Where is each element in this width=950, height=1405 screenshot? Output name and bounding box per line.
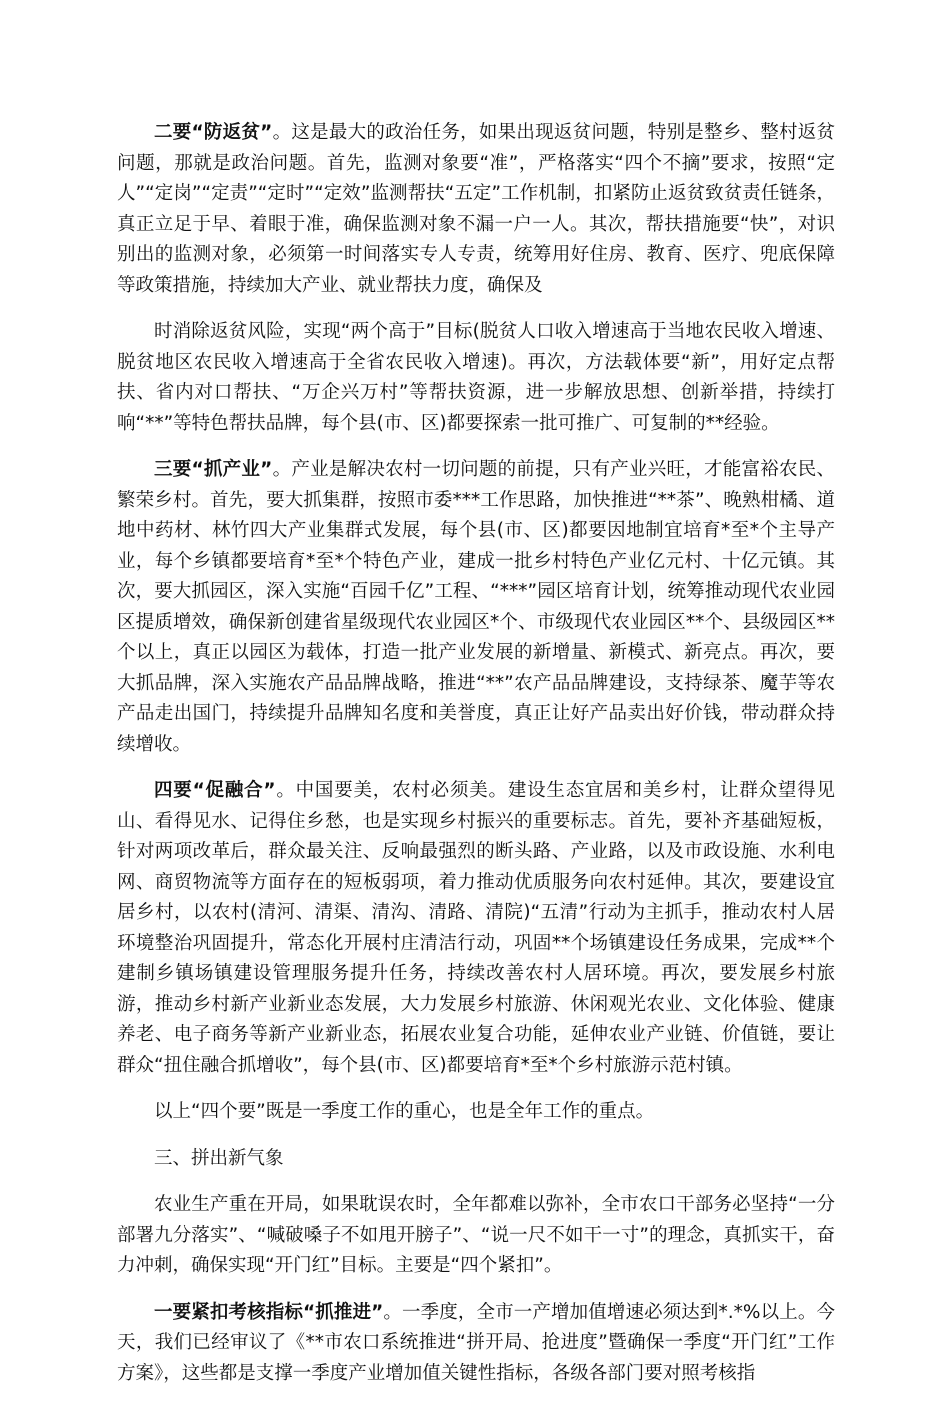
paragraph-lead: 一要紧扣考核指标“抓推进” <box>154 1301 384 1323</box>
paragraph-text: 。一季度，全市一产增加值增速必须达到*.*%以上。今天，我们已经审议了《**市农口系统推进“拼开局、抢进度”暨确保一季度“开门红”工作方案》，这些都是支撑一季度产业增加值关键性指标，各级各部门要对照考核指 <box>117 1301 835 1384</box>
paragraph-text: 农业生产重在开局，如果耽误农时，全年都难以弥补，全市农口干部务必坚持“一分部署九分落实”、“喊破嗓子不如甩开膀子”、“说一尺不如干一寸”的理念，真抓实干，奋力冲刺，确保实现“开门红”目标。主要是“四个紧扣”。 <box>117 1194 835 1276</box>
paragraph-cuhonghe <box>117 776 835 1081</box>
paragraph-lead: 二要“防返贫” <box>154 122 273 143</box>
section-heading-text: 三、拼出新气象 <box>154 1147 284 1169</box>
paragraph-kaohe-zhibiao <box>117 1298 835 1390</box>
paragraph-summary <box>117 1097 835 1128</box>
paragraph-lead: 三要“抓产业” <box>154 459 273 480</box>
document-body <box>117 118 835 1405</box>
paragraph-lead: 四要“促融合” <box>154 780 276 801</box>
paragraph-text: 以上“四个要”既是一季度工作的重心，也是全年工作的重点。 <box>154 1101 655 1122</box>
paragraph-zhuachanye <box>117 455 835 760</box>
paragraph-fangfanpin <box>117 118 835 301</box>
paragraph-text: 。中国要美，农村必须美。建设生态宜居和美乡村，让群众望得见山、看得见水、记得住乡愁，也是实现乡村振兴的重要标志。首先，要补齐基础短板，针对两项改革后，群众最关注、反响最强烈的断头路、产业路，以及市政设施、水利电网、商贸物流等方面存在的短板弱项，着力推动优质服务向农村延伸。其次，要建设宜居乡村，以农村(清河、清渠、清沟、清路、清院)“五清”行动为主抓手，推动农村人居环境整治巩固提升，常态化开展村庄清洁行动，巩固**个场镇建设任务成果，完成**个建制乡镇场镇建设管理服务提升任务，持续改善农村人居环境。再次，要发展乡村旅游，推动乡村新产业新业态发展，大力发展乡村旅游、休闲观光农业、文化体验、健康养老、电子商务等新产业新业态，拓展农业复合功能，延伸农业产业链、价值链，要让群众“扭住融合抓增收”，每个县(市、区)都要培育*至*个乡村旅游示范村镇。 <box>117 780 835 1076</box>
paragraph-text: 。产业是解决农村一切问题的前提，只有产业兴旺，才能富裕农民、繁荣乡村。首先，要大抓集群，按照市委***工作思路，加快推进“**茶”、晚熟柑橘、道地中药材、林竹四大产业集群式发展，每个县(市、区)都要因地制宜培育*至*个主导产业，每个乡镇都要培育*至*个特色产业，建成一批乡村特色产业亿元村、十亿元镇。其次，要大抓园区，深入实施“百园千亿”工程、“***”园区培育计划，统筹推动现代农业园区提质增效，确保新创建省星级现代农业园区*个、市级现代农业园区**个、县级园区**个以上，真正以园区为载体，打造一批产业发展的新增量、新模式、新亮点。再次，要大抓品牌，深入实施农产品品牌战略，推进“**”农产品品牌建设，支持绿茶、魔芋等农产品走出国门，持续提升品牌知名度和美誉度，真正让好产品卖出好价钱，带动群众持续增收。 <box>117 459 835 755</box>
paragraph-continuation <box>117 317 835 439</box>
paragraph-text: 时消除返贫风险，实现“两个高于”目标(脱贫人口收入增速高于当地农民收入增速、脱贫地区农民收入增速高于全省农民收入增速)。再次，方法载体要“新”，用好定点帮扶、省内对口帮扶、“万企兴万村”等帮扶资源，进一步解放思想、创新举措，持续打响“**”等特色帮扶品牌，每个县(市、区)都要探索一批可推广、可复制的**经验。 <box>117 321 835 434</box>
paragraph-intro-four-jinkou <box>117 1190 835 1282</box>
paragraph-text: 。这是最大的政治任务，如果出现返贫问题，特别是整乡、整村返贫问题，那就是政治问题。首先，监测对象要“准”，严格落实“四个不摘”要求，按照“定人”“定岗”“定责”“定时”“定效”监测帮扶“五定”工作机制，扣紧防止返贫致贫责任链条，真正立足于早、着眼于准，确保监测对象不漏一户一人。其次，帮扶措施要“快”，对识别出的监测对象，必须第一时间落实专人专责，统筹用好住房、教育、医疗、兜底保障等政策措施，持续加大产业、就业帮扶力度，确保及 <box>117 122 835 296</box>
section-heading <box>117 1144 835 1175</box>
